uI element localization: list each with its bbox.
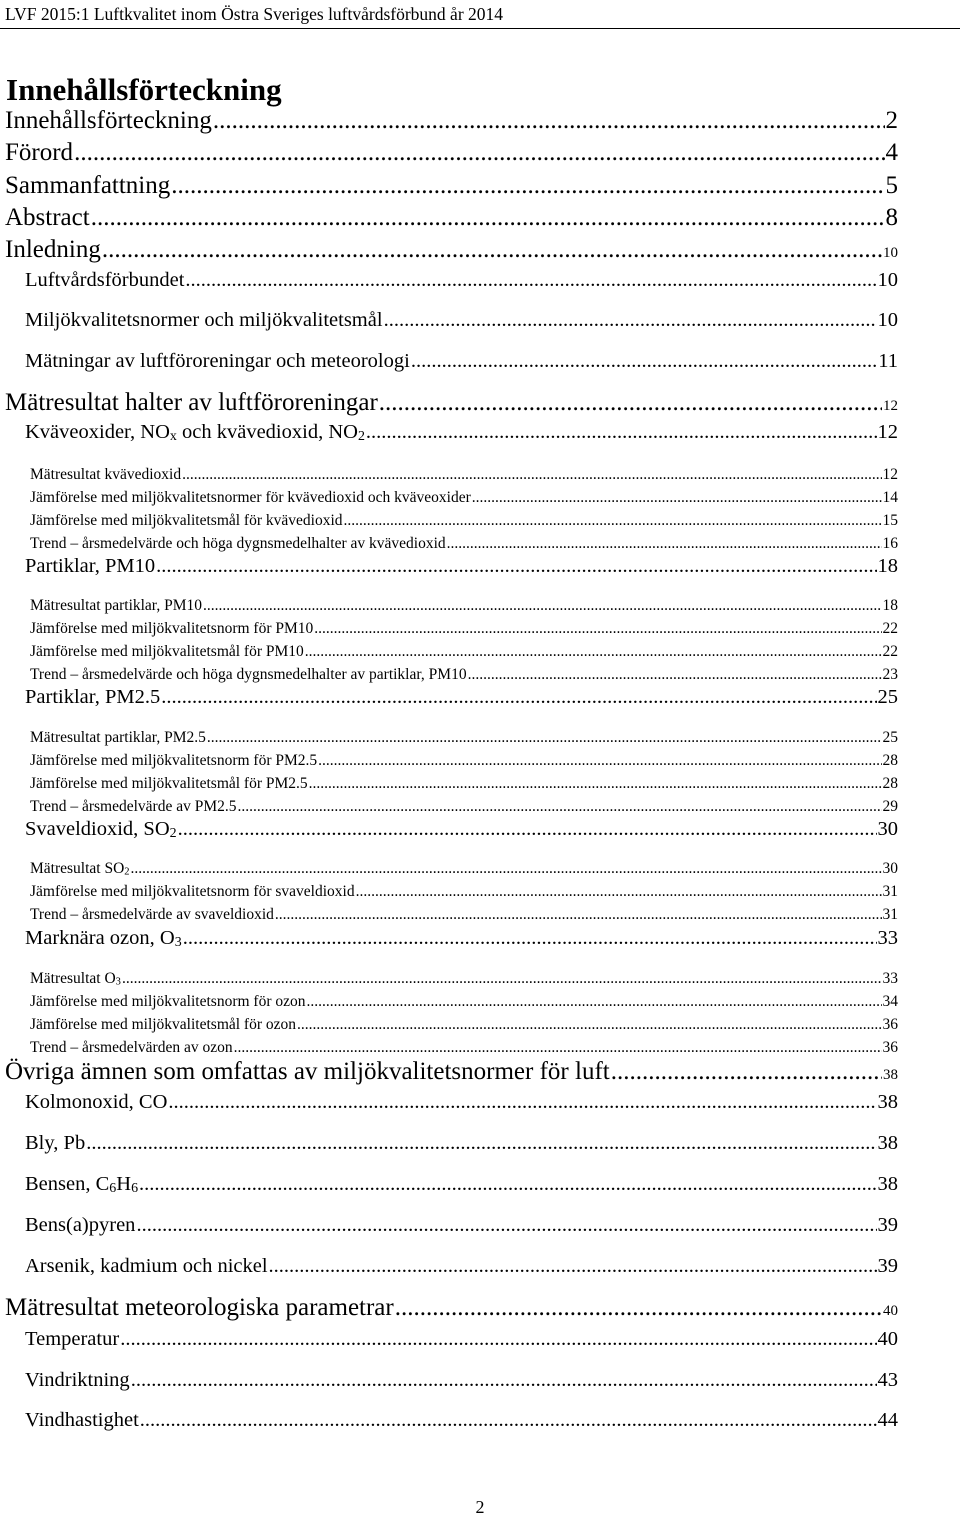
toc-entry[interactable] xyxy=(30,993,898,1011)
dot-leader xyxy=(307,993,882,1011)
subscript: 3 xyxy=(174,935,182,951)
toc-entry[interactable] xyxy=(30,620,898,638)
toc-page-number: 40 xyxy=(883,1303,898,1319)
toc-page-number: 15 xyxy=(882,512,898,529)
label-text: Mätningar av luftföroreningar och meteorologi xyxy=(25,350,410,372)
label-text: Övriga ämnen som omfattas av miljökvalitetsnormer för luft xyxy=(5,1058,610,1085)
toc-entry[interactable] xyxy=(25,927,898,950)
toc-entry[interactable] xyxy=(25,1409,898,1432)
toc-entry[interactable] xyxy=(5,1294,898,1322)
toc-entry-label xyxy=(25,555,155,578)
toc-page-number: 11 xyxy=(878,350,898,372)
toc-entry-label xyxy=(25,350,410,373)
dot-leader xyxy=(213,107,885,135)
toc-page-number: 29 xyxy=(882,798,898,815)
label-text: Marknära ozon, O xyxy=(25,927,175,949)
label-text: Jämförelse med miljökvalitetsmål för PM2.5 xyxy=(30,775,308,792)
toc-page-number: 38 xyxy=(883,1067,898,1083)
toc-page-number: 38 xyxy=(877,1132,898,1154)
label-text: Jämförelse med miljökvalitetsmål för kvävedioxid xyxy=(30,512,343,529)
label-text: Trend – årsmedelvärden av ozon xyxy=(30,1039,233,1056)
toc-entry[interactable] xyxy=(30,752,898,770)
toc-page-number: 38 xyxy=(877,1173,898,1195)
toc-page-number: 28 xyxy=(882,775,898,792)
toc-title: Innehållsförteckning xyxy=(6,72,282,107)
page-number: 2 xyxy=(475,1497,485,1517)
subscript: x xyxy=(169,429,177,445)
dot-leader xyxy=(411,350,877,373)
dot-leader xyxy=(182,466,881,484)
toc-entry-label xyxy=(25,1328,119,1351)
label-text: Abstract xyxy=(5,204,90,231)
toc-page-number: 43 xyxy=(877,1369,898,1391)
toc-entry-label xyxy=(25,269,184,292)
toc-page-number: 38 xyxy=(877,1091,898,1113)
dot-leader xyxy=(447,535,882,553)
dot-leader xyxy=(140,1409,877,1432)
toc-entry-label xyxy=(25,686,160,709)
toc-entry[interactable] xyxy=(25,421,898,444)
label-text: Inledning xyxy=(5,236,101,263)
dot-leader xyxy=(611,1058,882,1086)
label-text: Jämförelse med miljökvalitetsmål för ozon xyxy=(30,1016,297,1033)
toc-entry-label xyxy=(30,466,181,484)
dot-leader xyxy=(156,555,876,578)
dot-leader xyxy=(168,1091,876,1114)
dot-leader xyxy=(102,236,882,264)
label-text: Mätresultat partiklar, PM10 xyxy=(30,597,202,614)
dot-leader xyxy=(122,970,882,988)
toc-entry-label xyxy=(30,489,471,507)
toc-entry[interactable] xyxy=(25,1132,898,1155)
toc-entry[interactable] xyxy=(30,970,898,988)
label-text: Svaveldioxid, SO xyxy=(25,818,170,840)
toc-entry-label xyxy=(30,752,317,770)
toc-entry[interactable] xyxy=(25,1255,898,1278)
toc-entry-label xyxy=(25,1409,139,1432)
dot-leader xyxy=(234,1039,882,1057)
dot-leader xyxy=(305,643,882,661)
dot-leader xyxy=(136,1214,876,1237)
dot-leader xyxy=(468,666,882,684)
label-text: Sammanfattning xyxy=(5,172,171,199)
dot-leader xyxy=(395,1294,882,1322)
toc-entry-label xyxy=(30,729,206,747)
toc-page-number: 28 xyxy=(882,752,898,769)
label-text: Partiklar, PM10 xyxy=(25,555,156,577)
toc-entry[interactable] xyxy=(25,1214,898,1237)
toc-page-number: 10 xyxy=(877,309,898,331)
toc-page-number: 30 xyxy=(877,818,898,840)
toc-page-number: 18 xyxy=(882,597,898,614)
toc-entry-label xyxy=(25,309,383,332)
toc-entry[interactable] xyxy=(25,269,898,292)
toc-entry-label xyxy=(5,1294,394,1322)
dot-leader xyxy=(139,1173,876,1196)
label-text: Mätresultat partiklar, PM2.5 xyxy=(30,729,206,746)
label-text: Vindhastighet xyxy=(25,1409,139,1431)
toc-page-number: 4 xyxy=(885,139,898,166)
subscript: 6 xyxy=(131,1181,139,1197)
label-text: Jämförelse med miljökvalitetsnorm för ozon xyxy=(30,993,306,1010)
toc-page-number: 33 xyxy=(882,970,898,987)
toc-entry-label xyxy=(5,139,73,167)
toc-entry[interactable] xyxy=(5,139,898,167)
dot-leader xyxy=(344,512,882,530)
toc-entry-label xyxy=(30,597,202,615)
dot-leader xyxy=(356,883,882,901)
dot-leader xyxy=(314,620,881,638)
toc-entry-label xyxy=(30,993,306,1011)
toc-entry-label xyxy=(30,798,237,816)
dot-leader xyxy=(74,139,884,167)
dot-leader xyxy=(309,775,882,793)
dot-leader xyxy=(178,818,877,841)
toc-entry[interactable] xyxy=(30,1039,898,1057)
toc-entry[interactable] xyxy=(25,350,898,373)
label-text: Mätresultat SO xyxy=(30,860,125,877)
toc-entry-label xyxy=(25,1091,167,1114)
dot-leader xyxy=(269,1255,877,1278)
label-text: Vindriktning xyxy=(25,1369,130,1391)
toc-entry[interactable] xyxy=(25,818,898,841)
dot-leader xyxy=(297,1016,881,1034)
toc-entry[interactable] xyxy=(5,236,898,264)
toc-entry-label xyxy=(25,927,182,950)
toc-entry[interactable] xyxy=(30,798,898,816)
label-text: Trend – årsmedelvärde av svaveldioxid xyxy=(30,906,274,923)
subscript: 3 xyxy=(115,976,121,988)
toc-entry[interactable] xyxy=(25,1369,898,1392)
toc-entry-label xyxy=(5,389,378,417)
toc-entry[interactable] xyxy=(30,860,898,878)
subscript: 2 xyxy=(124,866,130,878)
label-text: Jämförelse med miljökvalitetsnorm för svaveldioxid xyxy=(30,883,355,900)
toc-entry-label xyxy=(30,906,274,924)
toc-page-number: 16 xyxy=(882,535,898,552)
toc-page-number: 10 xyxy=(877,269,898,291)
dot-leader xyxy=(86,1132,876,1155)
label-text: H xyxy=(116,1173,132,1195)
toc-entry-label xyxy=(30,883,355,901)
toc-page-number: 22 xyxy=(882,643,898,660)
label-text: Partiklar, PM2.5 xyxy=(25,686,161,708)
toc-entry[interactable] xyxy=(25,309,898,332)
toc-entry[interactable] xyxy=(5,1058,898,1086)
label-text: Bensen, C xyxy=(25,1173,110,1195)
toc-page-number: 5 xyxy=(885,172,898,199)
toc-page-number: 25 xyxy=(882,729,898,746)
dot-leader xyxy=(131,860,882,878)
toc-entry-label xyxy=(30,1016,296,1034)
toc-entry[interactable] xyxy=(30,512,898,530)
toc-entry-label xyxy=(5,172,170,200)
toc-page-number: 34 xyxy=(882,993,898,1010)
label-text: Mätresultat meteorologiska parametrar xyxy=(5,1294,394,1321)
toc-entry-label xyxy=(30,643,304,661)
toc-page-number: 39 xyxy=(877,1255,898,1277)
toc-entry-label xyxy=(25,1255,268,1278)
toc-page-number: 2 xyxy=(885,107,898,134)
label-text: Mätresultat kvävedioxid xyxy=(30,466,182,483)
dot-leader xyxy=(384,309,877,332)
running-header: LVF 2015:1 Luftkvalitet inom Östra Sveriges luftvårdsförbund år 2014 xyxy=(5,4,504,24)
toc-entry-label xyxy=(5,1058,610,1086)
toc-entry-label xyxy=(5,107,212,135)
toc-entry[interactable] xyxy=(25,1328,898,1351)
label-text: och kvävedioxid, NO xyxy=(176,421,358,443)
toc-entry[interactable] xyxy=(25,686,898,709)
dot-leader xyxy=(366,421,877,444)
subscript: 6 xyxy=(109,1181,117,1197)
label-text: Arsenik, kadmium och nickel xyxy=(25,1255,268,1277)
toc-page-number: 40 xyxy=(877,1328,898,1350)
toc-page-number: 14 xyxy=(882,489,898,506)
dot-leader xyxy=(238,798,882,816)
toc-page-number: 25 xyxy=(877,686,898,708)
label-text: Bly, Pb xyxy=(25,1132,86,1154)
label-text: Temperatur xyxy=(25,1328,120,1350)
toc-entry[interactable] xyxy=(30,729,898,747)
toc-entry[interactable] xyxy=(30,883,898,901)
toc-page-number: 31 xyxy=(882,906,898,923)
toc-entry[interactable] xyxy=(25,1091,898,1114)
toc-entry-label xyxy=(25,818,177,841)
toc-entry-label xyxy=(25,1369,130,1392)
dot-leader xyxy=(183,927,877,950)
toc-entry-label xyxy=(30,1039,233,1057)
toc-entry[interactable] xyxy=(25,555,898,578)
toc-page-number: 30 xyxy=(882,860,898,877)
dot-leader xyxy=(185,269,876,292)
toc-entry-label xyxy=(25,1132,85,1155)
toc-page-number: 22 xyxy=(882,620,898,637)
dot-leader xyxy=(275,906,882,924)
toc-entry[interactable] xyxy=(5,389,898,417)
toc-entry-label xyxy=(30,666,467,684)
label-text: Jämförelse med miljökvalitetsnormer för kvävedioxid och kväveoxider xyxy=(30,489,471,506)
toc-entry-label xyxy=(25,1214,135,1237)
toc-page-number: 36 xyxy=(882,1039,898,1056)
toc-page-number: 39 xyxy=(877,1214,898,1236)
dot-leader xyxy=(318,752,881,770)
toc-entry[interactable] xyxy=(30,597,898,615)
toc-entry[interactable] xyxy=(5,172,898,200)
label-text: Trend – årsmedelvärde av PM2.5 xyxy=(30,798,237,815)
dot-leader xyxy=(131,1369,877,1392)
toc-page-number: 12 xyxy=(882,466,898,483)
toc-entry[interactable] xyxy=(30,775,898,793)
label-text: Förord xyxy=(5,139,74,166)
toc-entry[interactable] xyxy=(5,204,898,232)
toc-page-number: 12 xyxy=(877,421,898,443)
toc-entry-label xyxy=(25,421,365,444)
toc-page-number: 8 xyxy=(885,204,898,231)
label-text: Jämförelse med miljökvalitetsnorm för PM10 xyxy=(30,620,314,637)
dot-leader xyxy=(171,172,884,200)
toc-page-number: 18 xyxy=(877,555,898,577)
toc-page-number: 10 xyxy=(883,245,898,261)
dot-leader xyxy=(91,204,885,232)
dot-leader xyxy=(203,597,882,615)
toc-entry[interactable] xyxy=(30,535,898,553)
toc-entry[interactable] xyxy=(30,643,898,661)
label-text: Innehållsförteckning xyxy=(5,107,212,134)
label-text: Mätresultat O xyxy=(30,970,116,987)
dot-leader xyxy=(207,729,882,747)
dot-leader xyxy=(379,389,882,417)
label-text: Trend – årsmedelvärde och höga dygnsmedelhalter av partiklar, PM10 xyxy=(30,666,467,683)
label-text: Luftvårdsförbundet xyxy=(25,269,185,291)
label-text: Miljökvalitetsnormer och miljökvalitetsmål xyxy=(25,309,383,331)
toc-page-number: 31 xyxy=(882,883,898,900)
toc-page-number: 23 xyxy=(882,666,898,683)
toc-entry[interactable] xyxy=(30,1016,898,1034)
dot-leader xyxy=(472,489,882,507)
toc-page-number: 12 xyxy=(883,398,898,414)
label-text: Kolmonoxid, CO xyxy=(25,1091,168,1113)
label-text: Jämförelse med miljökvalitetsnorm för PM2.5 xyxy=(30,752,318,769)
toc-page-number: 36 xyxy=(882,1016,898,1033)
label-text: Jämförelse med miljökvalitetsmål för PM10 xyxy=(30,643,304,660)
subscript: 2 xyxy=(357,429,365,445)
label-text: Kväveoxider, NO xyxy=(25,421,170,443)
toc-entry-label xyxy=(5,204,90,232)
label-text: Bens(a)pyren xyxy=(25,1214,136,1236)
toc-entry-label xyxy=(30,860,130,878)
toc-entry-label xyxy=(30,512,343,530)
toc-page-number: 33 xyxy=(877,927,898,949)
dot-leader xyxy=(161,686,876,709)
toc-entry-label xyxy=(30,775,308,793)
toc-entry[interactable] xyxy=(25,1173,898,1196)
toc-page-number: 44 xyxy=(877,1409,898,1431)
toc-entry[interactable] xyxy=(5,107,898,135)
toc-entry-label xyxy=(30,535,446,553)
toc-entry-label xyxy=(30,970,121,988)
label-text: Mätresultat halter av luftföroreningar xyxy=(5,389,378,416)
toc-entry-label xyxy=(5,236,101,264)
toc-entry-label xyxy=(30,620,313,638)
toc-entry[interactable] xyxy=(30,906,898,924)
toc-entry-label xyxy=(25,1173,138,1196)
toc-entry[interactable] xyxy=(30,466,898,484)
dot-leader xyxy=(120,1328,876,1351)
label-text: Trend – årsmedelvärde och höga dygnsmedelhalter av kvävedioxid xyxy=(30,535,446,552)
subscript: 2 xyxy=(169,826,177,842)
toc-entry[interactable] xyxy=(30,489,898,507)
toc-entry[interactable] xyxy=(30,666,898,684)
